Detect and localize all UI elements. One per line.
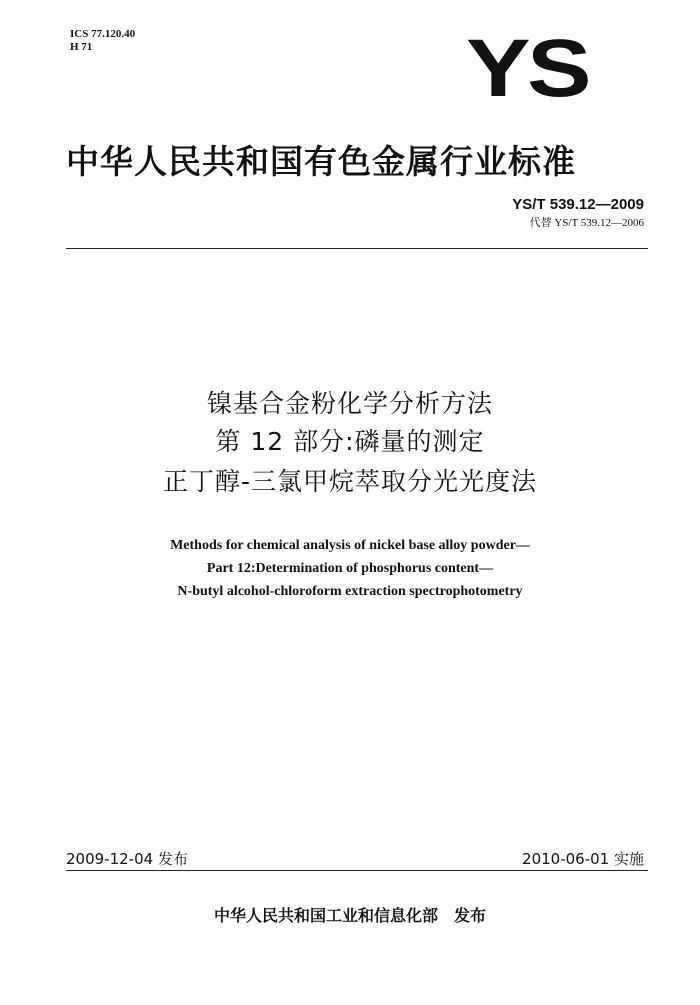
issuing-authority: 中华人民共和国工业和信息化部 发布 (213, 906, 486, 925)
ys-logo: YS (466, 23, 589, 114)
chinese-title-line-3: 正丁醇-三氯甲烷萃取分光光度法 (162, 467, 538, 496)
footer-divider (66, 870, 648, 871)
english-title-line-3: N-butyl alcohol-chloroform extraction spectrophotometry (177, 584, 523, 599)
chinese-title-line-1: 镍基合金粉化学分析方法 (206, 389, 493, 418)
english-title-line-2: Part 12:Determination of phosphorus content— (206, 561, 494, 576)
standard-category-title: 中华人民共和国有色金属行业标准 (66, 142, 576, 181)
standard-code: YS/T 539.12—2009 (512, 196, 644, 213)
ics-code: ICS 77.120.40 (70, 28, 136, 40)
chinese-title-line-2: 第 12 部分:磷量的测定 (215, 427, 485, 456)
implementation-date: 2010-06-01 实施 (522, 850, 644, 868)
english-title-line-1: Methods for chemical analysis of nickel base alloy powder— (170, 538, 530, 553)
header-divider (66, 248, 648, 249)
classification-codes (70, 28, 135, 54)
h-code: H 71 (70, 41, 93, 53)
replaces-standard: 代替 YS/T 539.12—2006 (529, 217, 644, 229)
issue-date: 2009-12-04 发布 (66, 850, 188, 868)
